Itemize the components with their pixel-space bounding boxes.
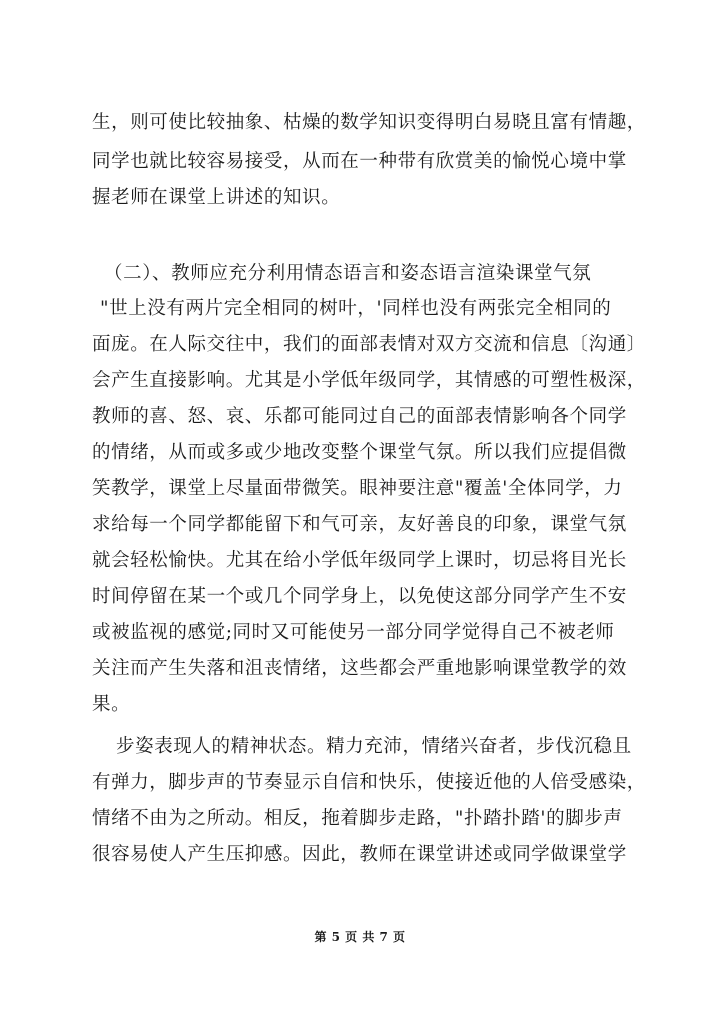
paragraph-2-line-10: 或被监视的感觉;同时又可能使另一部分同学觉得自己不被老师 — [92, 622, 615, 643]
section-heading: （二）、教师应充分利用情态语言和姿态语言渲染课堂气氛 — [104, 263, 592, 284]
paragraph-2-line-9: 时间停留在某一个或几个同学身上，以免使这部分同学产生不安 — [92, 586, 627, 607]
paragraph-2-line-5: 的情绪，从而或多或少地改变整个课堂气氛。所以我们应提倡微 — [92, 442, 627, 463]
paragraph-2-line-7: 求给每一个同学都能留下和气可亲，友好善良的印象，课堂气氛 — [92, 514, 627, 535]
paragraph-1-line-1: 生，则可使比较抽象、枯燥的数学知识变得明白易晓且富有情趣， — [92, 112, 646, 133]
paragraph-3-line-4: 很容易使人产生压抑感。因此，教师在课堂讲述或同学做课堂学 — [92, 844, 627, 865]
paragraph-2-line-4: 教师的喜、怒、哀、乐都可能同过自己的面部表情影响各个同学 — [92, 406, 627, 427]
paragraph-2-line-2: 面庞。在人际交往中，我们的面部表情对双方交流和信息〔沟通〕 — [92, 334, 646, 355]
paragraph-3-line-1: 步姿表现人的精神状态。精力充沛，情绪兴奋者，步伐沉稳且 — [116, 736, 632, 757]
page-number-footer: 第 5 页 共 7 页 — [314, 930, 406, 944]
paragraph-3-line-3: 情绪不由为之所动。相反，拖着脚步走路，"扑踏扑踏'的脚步声 — [92, 808, 623, 829]
paragraph-2-line-8: 就会轻松愉快。尤其在给小学低年级同学上课时，切忌将目光长 — [92, 550, 627, 571]
paragraph-1-line-2: 同学也就比较容易接受，从而在一种带有欣赏美的愉悦心境中掌 — [92, 151, 627, 172]
paragraph-2-line-1: "世上没有两片完全相同的树叶，'同样也没有两张完全相同的 — [100, 298, 612, 319]
paragraph-3-line-2: 有弹力，脚步声的节奏显示自信和快乐，使接近他的人倍受感染， — [92, 772, 646, 793]
paragraph-2-line-6: 笑教学，课堂上尽量面带微笑。眼神要注意"覆盖'全体同学，力 — [92, 478, 623, 499]
paragraph-2-line-3: 会产生直接影响。尤其是小学低年级同学，其情感的可塑性极深， — [92, 370, 646, 391]
paragraph-1-line-3: 握老师在课堂上讲述的知识。 — [92, 187, 341, 208]
paragraph-2-line-11: 关注而产生失落和沮丧情绪，这些都会严重地影响课堂教学的效 — [92, 658, 627, 679]
paragraph-2-line-12: 果。 — [92, 694, 131, 715]
